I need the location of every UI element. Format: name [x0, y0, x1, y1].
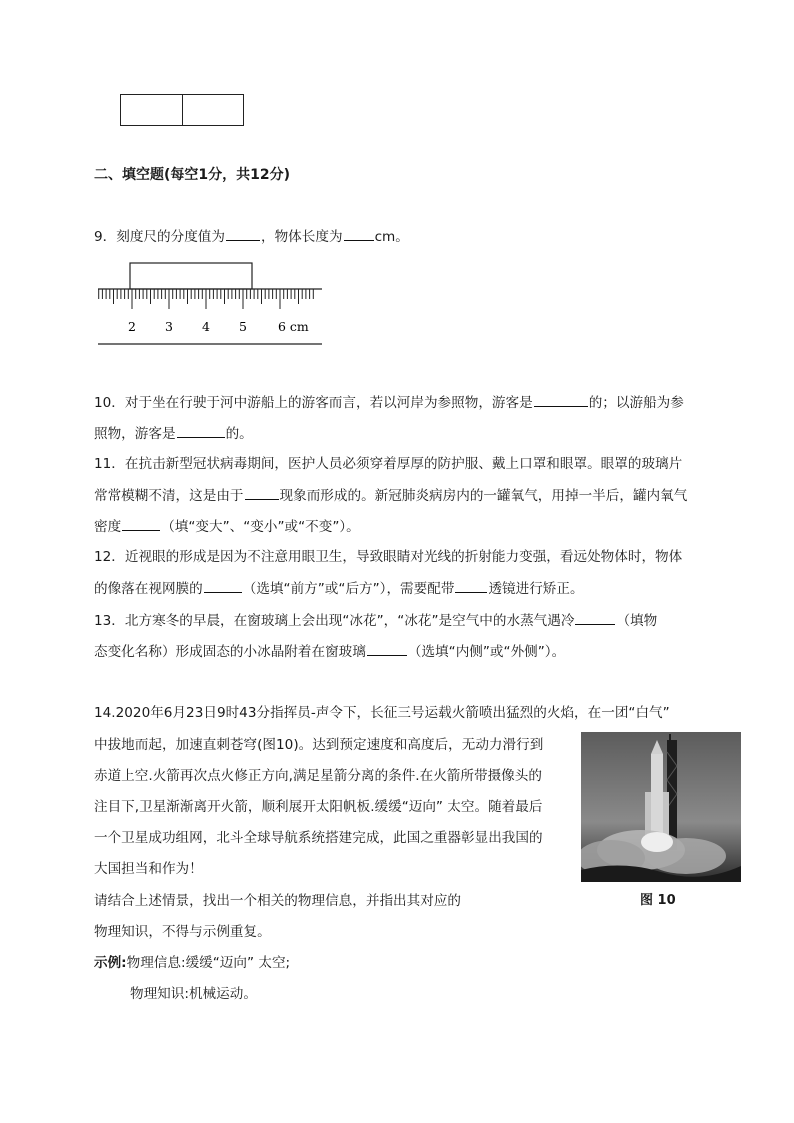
answer-blank[interactable] — [344, 226, 374, 241]
question-14-cont: 赤道上空.火箭再次点火修正方向,满足星箭分离的条件.在火箭所带摄像头的 — [94, 768, 542, 784]
ruler-figure — [94, 258, 326, 348]
q11-text: 现象而形成的。新冠肺炎病房内的一罐氧气，用掉一半后，罐内氧气 — [279, 488, 688, 504]
answer-blank[interactable] — [367, 641, 407, 656]
rocket-launch-image — [581, 732, 741, 882]
answer-blank[interactable] — [122, 516, 160, 531]
answer-blank[interactable] — [204, 578, 242, 593]
rocket-launch-photo — [581, 732, 741, 882]
question-11-cont — [94, 485, 687, 506]
measured-object — [130, 263, 252, 289]
q13-text: 13．北方寒冬的早晨，在窗玻璃上会出现“冰花”，“冰花”是空气中的水蒸气遇冷 — [94, 613, 575, 629]
q13-text: （选填“内侧”或“外侧”）。 — [407, 644, 566, 660]
example-knowledge: 物理知识:机械运动。 — [130, 986, 257, 1002]
q11-text: 常常模糊不清，这是由于 — [94, 488, 244, 504]
ruler-label: 6 cm — [278, 319, 309, 334]
example-info — [94, 953, 290, 973]
q9-text: 9．刻度尺的分度值为 — [94, 229, 225, 245]
q10-text: 的。 — [225, 426, 253, 442]
answer-blank[interactable] — [177, 423, 225, 438]
section-title: 二、填空题(每空1分，共12分) — [94, 167, 291, 183]
ruler-label: 3 — [165, 319, 173, 334]
q10-text: 的；以游船为参 — [588, 395, 684, 411]
q9-text: ，物体长度为 — [261, 229, 343, 245]
figure-caption: 图 10 — [640, 893, 676, 908]
ruler-label: 2 — [128, 319, 136, 334]
question-14-cont: 大国担当和作为！ — [94, 861, 203, 877]
question-14-cont: 中拔地而起，加速直刺苍穹(图10)。达到预定速度和高度后，无动力滑行到 — [94, 737, 544, 753]
answer-cell[interactable] — [182, 95, 244, 125]
answer-blank[interactable] — [575, 610, 615, 625]
question-10-cont — [94, 423, 253, 444]
answer-cell[interactable] — [121, 95, 182, 125]
q11-text: （填“变大”、“变小”或“不变”）。 — [161, 519, 360, 535]
question-11: 11．在抗击新型冠状病毒期间，医护人员必须穿着厚厚的防护服、戴上口罩和眼罩。眼罩的玻璃片 — [94, 456, 683, 472]
question-13 — [94, 610, 657, 631]
q11-text: 密度 — [94, 519, 122, 535]
question-14-cont: 注目下,卫星渐渐离开火箭，顺利展开太阳帆板.缓缓“迈向” 太空。随着最后 — [94, 799, 543, 815]
example-label: 示例: — [94, 955, 127, 971]
q13-text: （填物 — [616, 613, 658, 629]
q12-text: （选填“前方”或“后方”），需要配带 — [242, 581, 455, 597]
question-14: 14.2020年6月23日9时43分指挥员-声令下，长征三号运载火箭喷出猛烈的火焰，在一团“白气” — [94, 705, 670, 721]
answer-blank[interactable] — [455, 578, 487, 593]
q10-text: 照物，游客是 — [94, 426, 176, 442]
q10-text: 10．对于坐在行驶于河中游船上的游客而言，若以河岸为参照物，游客是 — [94, 395, 533, 411]
question-12: 12．近视眼的形成是因为不注意用眼卫生，导致眼睛对光线的折射能力变强，看远处物体时，物体 — [94, 549, 683, 565]
answer-blank[interactable] — [226, 226, 260, 241]
q9-text: cm。 — [374, 229, 409, 245]
question-14-cont: 请结合上述情景，找出一个相关的物理信息，并指出其对应的 — [94, 893, 462, 909]
q13-text: 态变化名称）形成固态的小冰晶附着在窗玻璃 — [94, 644, 366, 660]
question-13-cont — [94, 641, 565, 662]
question-14-cont: 物理知识，不得与示例重复。 — [94, 924, 271, 940]
answer-blank[interactable] — [534, 392, 588, 407]
answer-blank[interactable] — [245, 485, 279, 500]
question-10 — [94, 392, 684, 413]
question-9 — [94, 226, 409, 247]
answer-table — [120, 94, 244, 126]
q12-text: 的像落在视网膜的 — [94, 581, 203, 597]
ruler-label: 4 — [202, 319, 210, 334]
ruler-ticks — [99, 289, 314, 309]
question-12-cont — [94, 578, 584, 599]
q12-text: 透镜进行矫正。 — [488, 581, 584, 597]
question-14-cont: 一个卫星成功组网，北斗全球导航系统搭建完成，此国之重器彰显出我国的 — [94, 830, 543, 846]
example-info-text: 物理信息:缓缓“迈向” 太空; — [126, 955, 291, 971]
question-11-cont — [94, 516, 360, 537]
ruler-label: 5 — [239, 319, 247, 334]
